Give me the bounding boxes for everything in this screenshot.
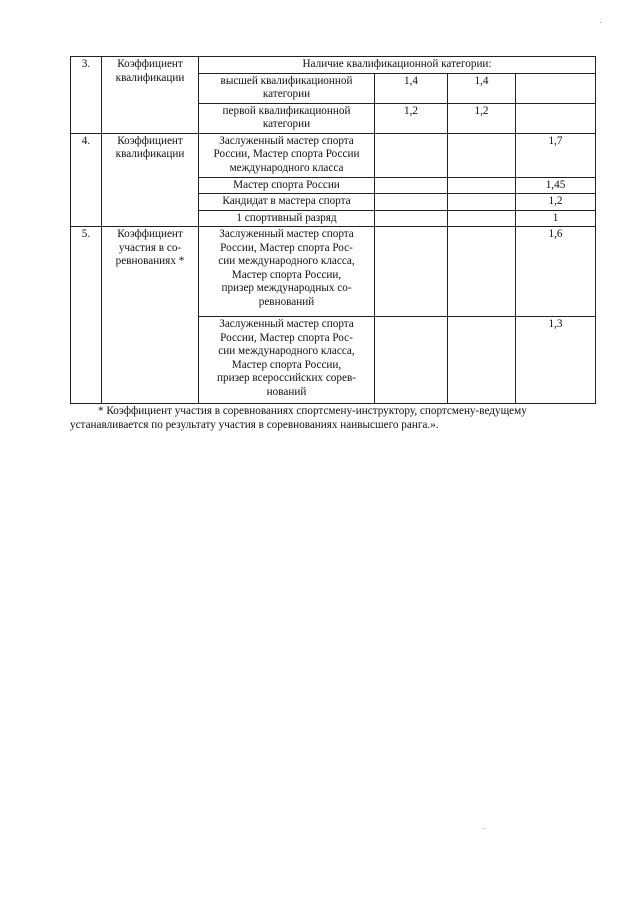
- value-cell: [448, 177, 516, 194]
- coefficient-name: Коэффициент участия в со- ревнованиях *: [102, 227, 199, 404]
- value-cell: 1,2: [448, 103, 516, 133]
- criterion-cell: 1 спортивный разряд: [199, 210, 375, 227]
- table-footnote: [70, 404, 595, 432]
- value-cell: [375, 177, 448, 194]
- value-cell: [375, 210, 448, 227]
- value-cell: 1,4: [448, 73, 516, 103]
- criterion-cell: Заслуженный мастер спорта России, Мастер спорта России международного класса: [199, 133, 375, 177]
- coefficient-name: Коэффициент квалификации: [102, 57, 199, 134]
- criterion-cell: Мастер спорта России: [199, 177, 375, 194]
- coefficient-name: Коэффициент квалификации: [102, 133, 199, 227]
- criterion-cell: первой квалификационной категории: [199, 103, 375, 133]
- criterion-cell: Кандидат в мастера спорта: [199, 194, 375, 211]
- value-cell: 1: [516, 210, 596, 227]
- value-cell: [375, 317, 448, 404]
- value-cell: [375, 194, 448, 211]
- value-cell: [448, 133, 516, 177]
- footnote-line: устанавливается по результату участия в соревнованиях наивысшего ранга.».: [70, 419, 439, 431]
- coefficients-table: [70, 56, 596, 404]
- row-number: 3.: [71, 57, 102, 134]
- row-number: 5.: [71, 227, 102, 404]
- table-row: [71, 133, 596, 177]
- value-cell: [375, 227, 448, 317]
- table-row: [71, 57, 596, 74]
- value-cell: [448, 194, 516, 211]
- row-number: 4.: [71, 133, 102, 227]
- value-cell: [516, 103, 596, 133]
- value-cell: 1,3: [516, 317, 596, 404]
- scan-speck: [484, 828, 485, 829]
- value-cell: 1,4: [375, 73, 448, 103]
- category-header: Наличие квалификационной категории:: [199, 57, 596, 74]
- criterion-cell: Заслуженный мастер спорта России, Мастер спорта Рос- сии международного класса, Мастер спорта России, призер международных со- ревнований: [199, 227, 375, 317]
- value-cell: [516, 73, 596, 103]
- value-cell: 1,2: [516, 194, 596, 211]
- value-cell: 1,2: [375, 103, 448, 133]
- scan-speck: [600, 22, 601, 23]
- criterion-cell: высшей квалификационной категории: [199, 73, 375, 103]
- value-cell: [375, 133, 448, 177]
- value-cell: [448, 227, 516, 317]
- value-cell: 1,6: [516, 227, 596, 317]
- value-cell: [448, 210, 516, 227]
- value-cell: 1,7: [516, 133, 596, 177]
- criterion-cell: Заслуженный мастер спорта России, Мастер спорта Рос- сии международного класса, Мастер спорта России, призер всероссийских сорев- нований: [199, 317, 375, 404]
- value-cell: [448, 317, 516, 404]
- table-row: [71, 227, 596, 317]
- footnote-line: * Коэффициент участия в соревнованиях спортсмену-инструктору, спортсмену-ведущему: [98, 405, 527, 417]
- value-cell: 1,45: [516, 177, 596, 194]
